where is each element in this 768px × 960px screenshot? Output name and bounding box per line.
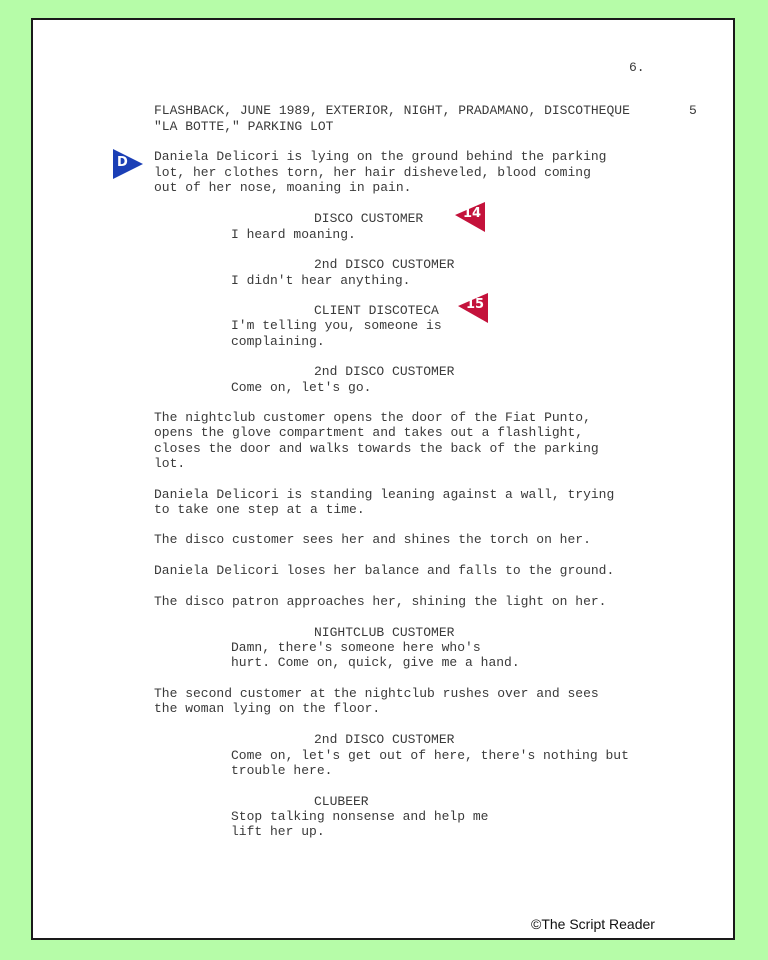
action-line: lot, her clothes torn, her hair disheveled, blood coming (154, 165, 591, 180)
dialogue-line: Come on, let's go. (231, 380, 372, 395)
page-number: 6. (629, 60, 645, 75)
scene-number: 5 (689, 103, 697, 118)
action-line: The disco customer sees her and shines the torch on her. (154, 532, 591, 547)
action-line: Daniela Delicori is standing leaning against a wall, trying (154, 487, 615, 502)
dialogue-line: I'm telling you, someone is (231, 318, 442, 333)
dialogue-line: I heard moaning. (231, 227, 356, 242)
action-line: closes the door and walks towards the back of the parking (154, 441, 599, 456)
scene-heading-line1: FLASHBACK, JUNE 1989, EXTERIOR, NIGHT, PRADAMANO, DISCOTHEQUE (154, 103, 630, 118)
character-name: 2nd DISCO CUSTOMER (314, 257, 455, 272)
dialogue-line: I didn't hear anything. (231, 273, 411, 288)
dialogue-line: trouble here. (231, 763, 333, 778)
dialogue-line: complaining. (231, 334, 325, 349)
action-line: The disco patron approaches her, shining the light on her. (154, 594, 607, 609)
character-name: DISCO CUSTOMER (314, 211, 424, 226)
action-line: The second customer at the nightclub rushes over and sees (154, 686, 599, 701)
action-line: The nightclub customer opens the door of the Fiat Punto, (154, 410, 591, 425)
character-name: 2nd DISCO CUSTOMER (314, 732, 455, 747)
dialogue-line: lift her up. (231, 824, 325, 839)
action-line: the woman lying on the floor. (154, 701, 381, 716)
dialogue-line: hurt. Come on, quick, give me a hand. (231, 655, 520, 670)
copyright-credit: ©The Script Reader (531, 916, 655, 932)
character-name: 2nd DISCO CUSTOMER (314, 364, 455, 379)
scene-heading-line2: "LA BOTTE," PARKING LOT (154, 119, 334, 134)
action-line: Daniela Delicori loses her balance and falls to the ground. (154, 563, 615, 578)
action-line: to take one step at a time. (154, 502, 365, 517)
dialogue-line: Damn, there's someone here who's (231, 640, 481, 655)
dialogue-line: Stop talking nonsense and help me (231, 809, 489, 824)
d-marker-label: D (117, 155, 128, 170)
action-line: lot. (154, 456, 186, 471)
action-line: Daniela Delicori is lying on the ground behind the parking (154, 149, 607, 164)
marker-14-label: 14 (463, 206, 482, 221)
character-name: CLIENT DISCOTECA (314, 303, 439, 318)
action-line: opens the glove compartment and takes out a flashlight, (154, 425, 584, 440)
dialogue-line: Come on, let's get out of here, there's nothing but (231, 748, 629, 763)
action-line: out of her nose, moaning in pain. (154, 180, 412, 195)
character-name: CLUBEER (314, 794, 369, 809)
character-name: NIGHTCLUB CUSTOMER (314, 625, 455, 640)
marker-15-label: 15 (466, 297, 485, 312)
